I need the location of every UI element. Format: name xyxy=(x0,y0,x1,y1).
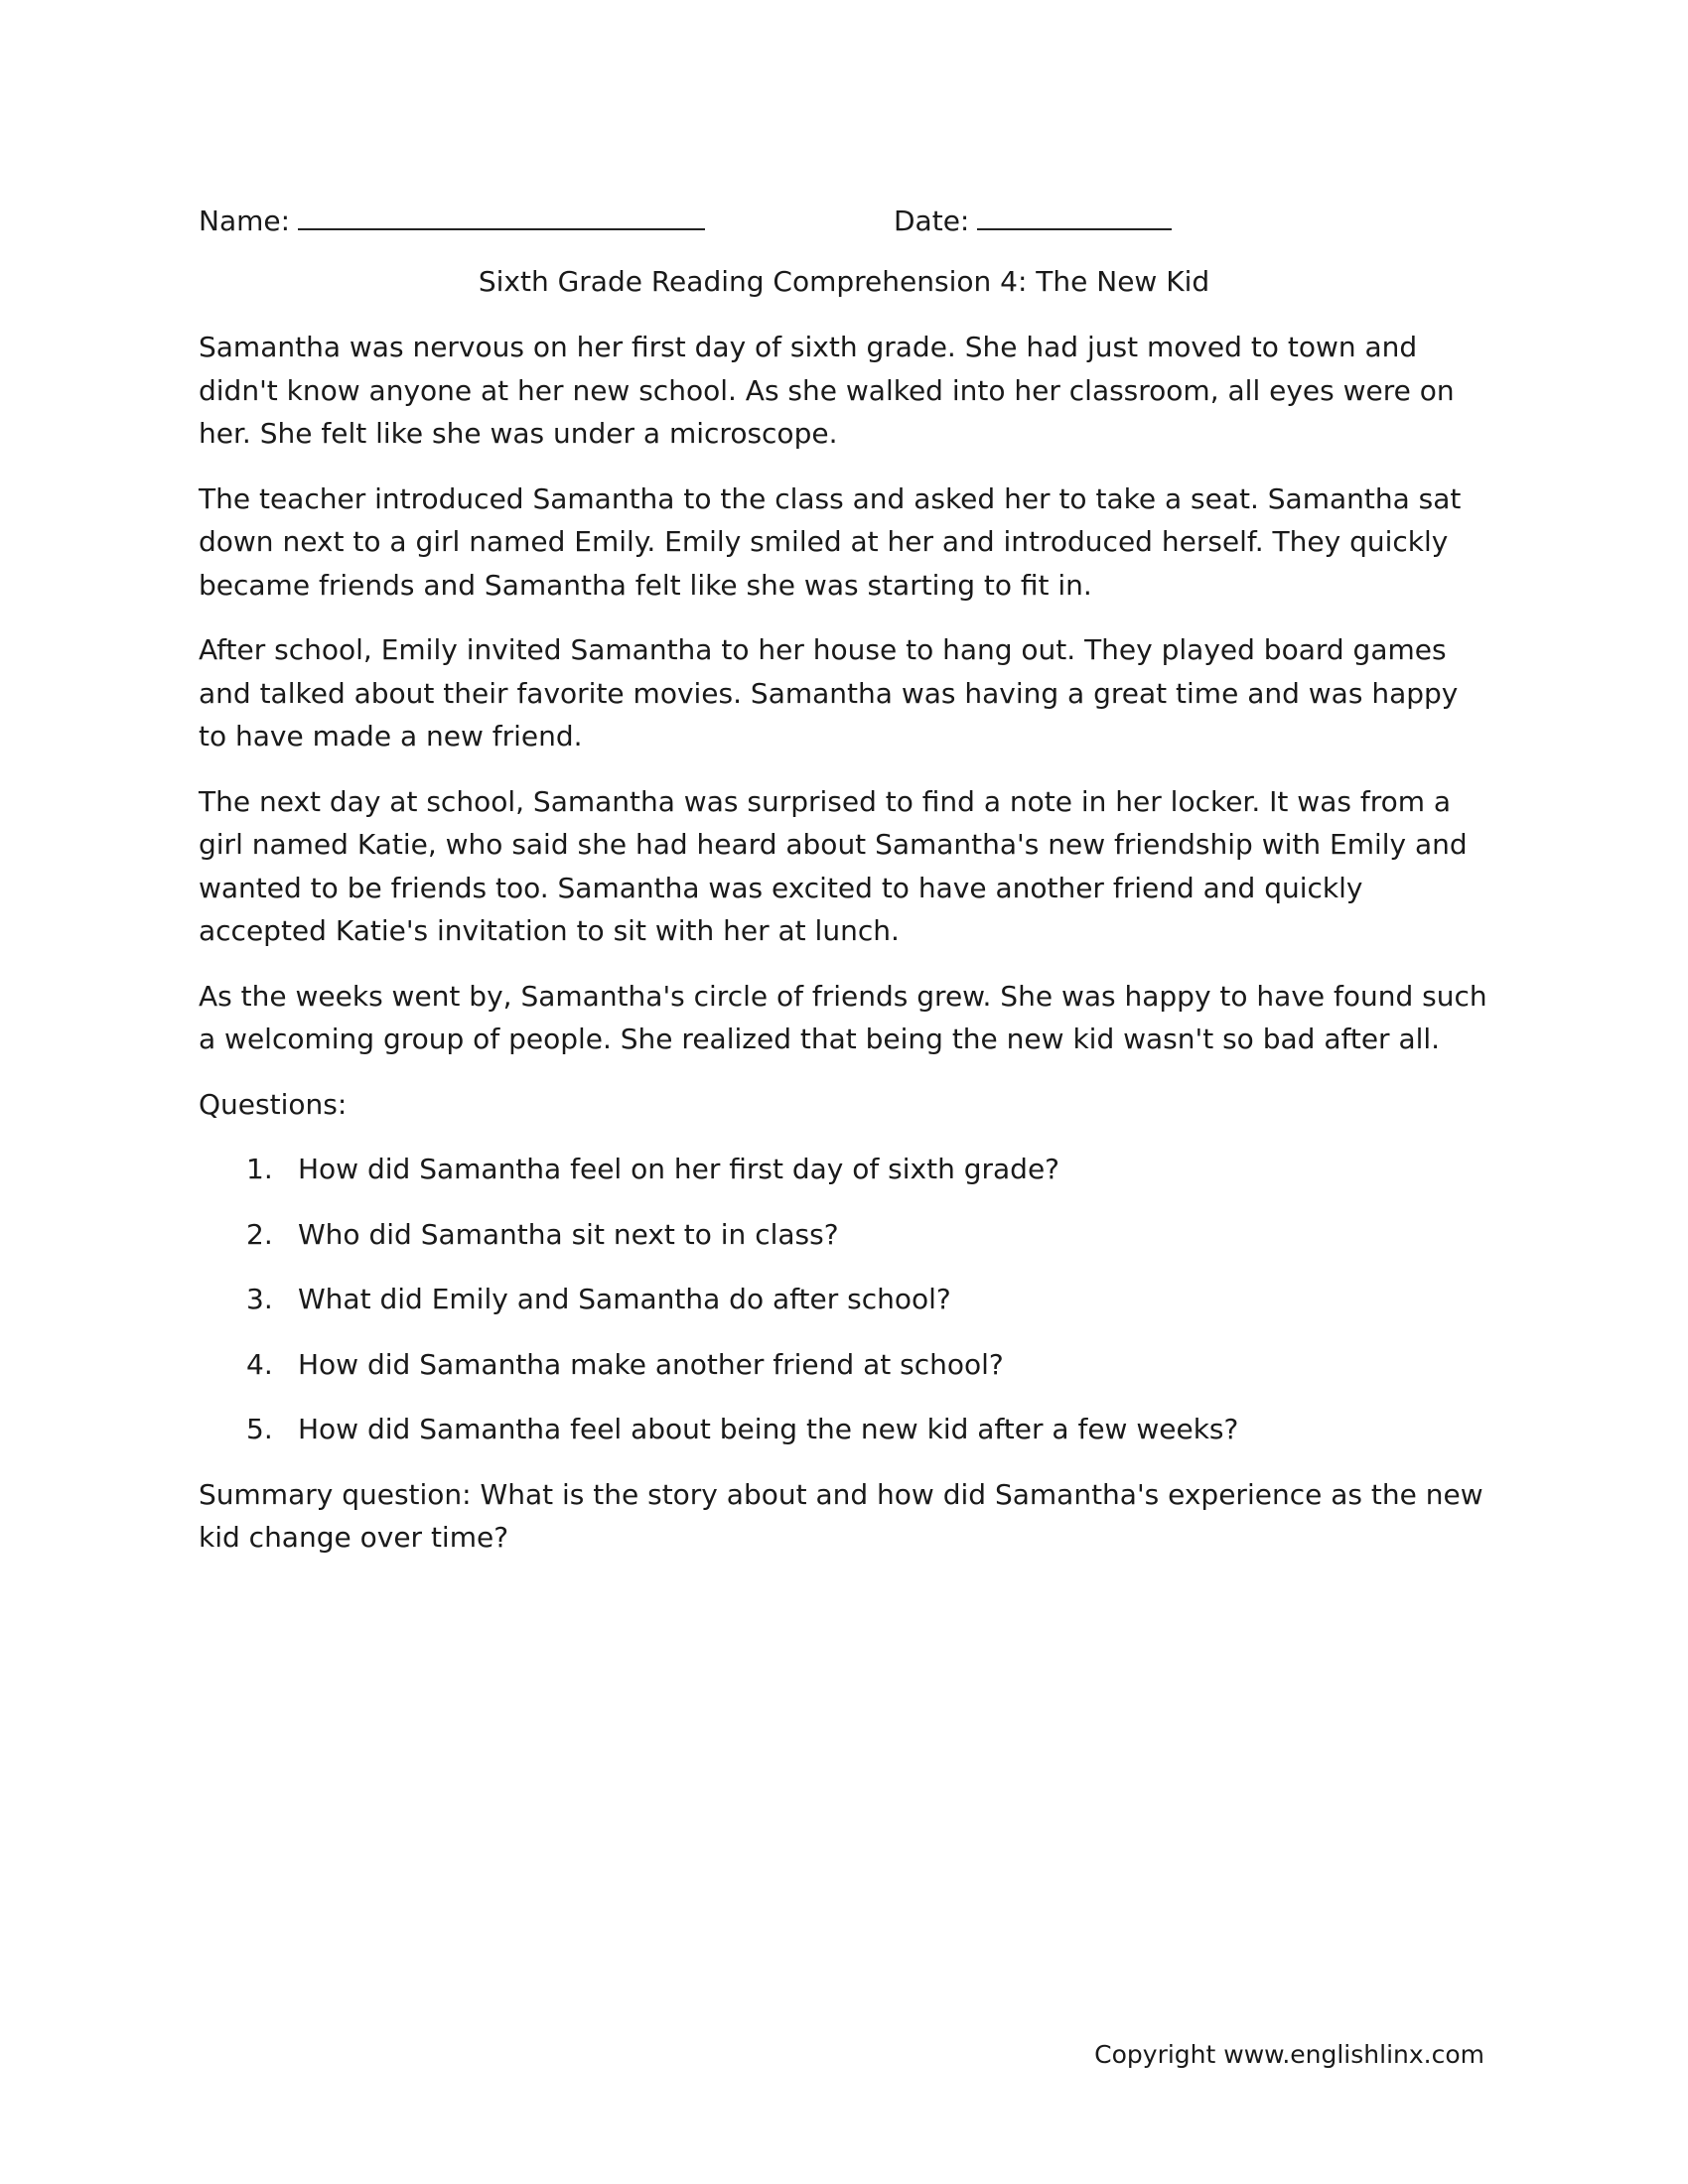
question-item xyxy=(199,1343,1489,1387)
question-text: Who did Samantha sit next to in class? xyxy=(298,1217,839,1251)
date-blank-line[interactable] xyxy=(977,199,1172,230)
name-field xyxy=(199,199,705,243)
question-number: 1. xyxy=(246,1153,273,1185)
question-list xyxy=(199,1148,1489,1451)
story-paragraph: The teacher introduced Samantha to the class and asked her to take a seat. Samantha sat down next to a girl named Emily. Emily smiled at her and introduced herself. They quickly became friends and Samantha felt like she was starting to fit in. xyxy=(199,481,1462,602)
date-field xyxy=(894,199,1172,243)
question-number: 5. xyxy=(246,1413,273,1445)
question-text: How did Samantha feel about being the new kid after a few weeks? xyxy=(298,1413,1239,1445)
question-number: 2. xyxy=(246,1217,273,1251)
story-paragraph: As the weeks went by, Samantha's circle of friends grew. She was happy to have found such a welcoming group of people. She realized that being the new kid wasn't so bad after all. xyxy=(199,979,1487,1055)
question-item xyxy=(199,1408,1489,1451)
question-number: 4. xyxy=(246,1347,273,1381)
name-label: Name: xyxy=(199,205,291,237)
story-paragraph: Samantha was nervous on her first day of sixth grade. She had just moved to town and didn't know anyone at her new school. As she walked into her classroom, all eyes were on her. She felt like she was under a microscope. xyxy=(199,331,1455,450)
summary-question: Summary question: What is the story about and how did Samantha's experience as the new kid change over time? xyxy=(199,1477,1483,1554)
worksheet-title: Sixth Grade Reading Comprehension 4: The New Kid xyxy=(478,265,1210,298)
story-paragraph: After school, Emily invited Samantha to her house to hang out. They played board games and talked about their favorite movies. Samantha was having a great time and was happy to have made a new friend. xyxy=(199,633,1459,752)
date-label: Date: xyxy=(894,205,970,237)
question-item xyxy=(199,1148,1489,1191)
question-text: What did Emily and Samantha do after school? xyxy=(298,1283,951,1315)
name-blank-line[interactable] xyxy=(298,199,705,230)
questions-heading: Questions: xyxy=(199,1087,348,1121)
header-row xyxy=(199,199,1489,242)
question-number: 3. xyxy=(246,1283,273,1315)
story-body xyxy=(199,326,1489,1581)
question-item xyxy=(199,1278,1489,1321)
copyright-footer: Copyright www.englishlinx.com xyxy=(1094,2040,1484,2069)
story-paragraph: The next day at school, Samantha was surprised to find a note in her locker. It was from a girl named Katie, who said she had heard about Samantha's new friendship with Emily and wanted to be friends too. Samantha was excited to have another friend and quickly accepted Katie's invitation to sit with her at lunch. xyxy=(199,784,1468,947)
question-text: How did Samantha feel on her first day of sixth grade? xyxy=(298,1153,1060,1185)
question-text: How did Samantha make another friend at school? xyxy=(298,1347,1004,1381)
question-item xyxy=(199,1213,1489,1257)
